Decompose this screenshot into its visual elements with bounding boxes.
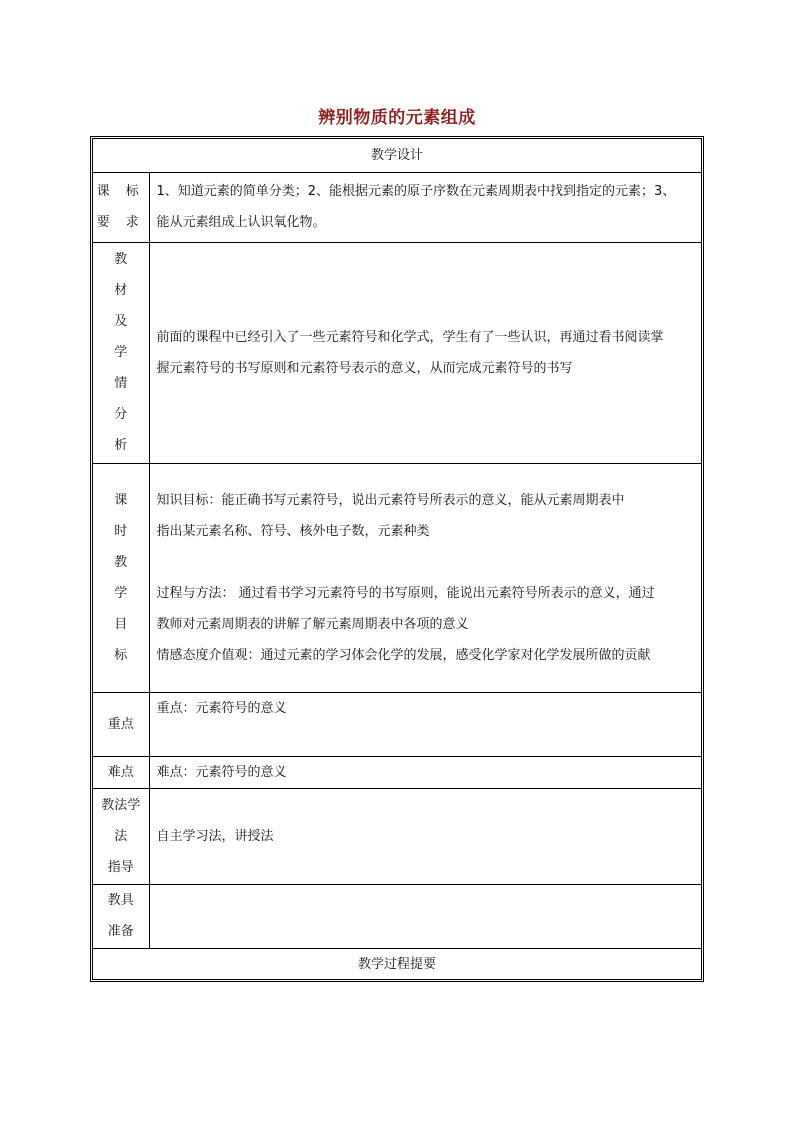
row-content-nandian: 难点：元素符号的意义: [149, 756, 701, 788]
table-row-mubiao: [93, 463, 701, 692]
row-content-kebiao: 1、知道元素的简单分类；2、能根据元素的原子序数在元素周期表中找到指定的元素；3、 能从元素组成上认识氧化物。: [149, 172, 701, 242]
row-content-jiaoju: [149, 884, 701, 948]
page-title: 辨别物质的元素组成: [318, 108, 476, 128]
row-label-jiaocai: 教 材 及 学 情 分 析: [93, 242, 149, 463]
table-header: 教学设计: [93, 139, 701, 172]
row-label-mubiao: 课 时 教 学 目 标: [93, 463, 149, 692]
table-row-kebiao: [93, 172, 701, 242]
row-content-jiaocai: 前面的课程中已经引入了一些元素符号和化学式，学生有了一些认识，再通过看书阅读掌 握元素符号的书写原则和元素符号表示的意义，从而完成元素符号的书写: [149, 242, 701, 463]
lesson-plan-table: [90, 136, 704, 982]
table-row-zhongdian: [93, 692, 701, 756]
table-row-nandian: [93, 756, 701, 788]
knowledge-goal: 知识目标：能正确书写元素符号，说出元素符号所表示的意义，能从元素周期表中: [156, 492, 625, 508]
process-goal: 过程与方法： 通过看书学习元素符号的书写原则，能说出元素符号所表示的意义，通过: [156, 585, 655, 601]
row-content-zhongdian: 重点：元素符号的意义: [149, 692, 701, 756]
row-label-jiaoju: 教具 准备: [93, 884, 149, 948]
row-label-jiaofa: 教法学 法 指导: [93, 788, 149, 884]
row-label-zhongdian: 重点: [93, 692, 149, 756]
table-row-jiaofa: [93, 788, 701, 884]
row-content-jiaofa: 自主学习法，讲授法: [149, 788, 701, 884]
table-row-jiaocai: [93, 242, 701, 463]
row-content-mubiao: 知识目标：能正确书写元素符号，说出元素符号所表示的意义，能从元素周期表中 指出某元素名称、符号、核外电子数，元素种类 过程与方法： 通过看书学习元素符号的书写原则，能说出元素符号所表示的意义，通过 教师对元素周期表的讲解了解元素周期表中各项的意义 情感态度介值观：通过元素的学习体会化学的发展，感受化学家对化学发展所做的贡献: [149, 463, 701, 692]
table-footer: 教学过程提要: [93, 948, 701, 980]
emotion-goal: 情感态度介值观：通过元素的学习体会化学的发展，感受化学家对化学发展所做的贡献: [156, 647, 651, 663]
row-label-nandian: 难点: [93, 756, 149, 788]
table-row-jiaoju: [93, 884, 701, 948]
row-label-kebiao: 课 标 要 求: [93, 172, 149, 242]
